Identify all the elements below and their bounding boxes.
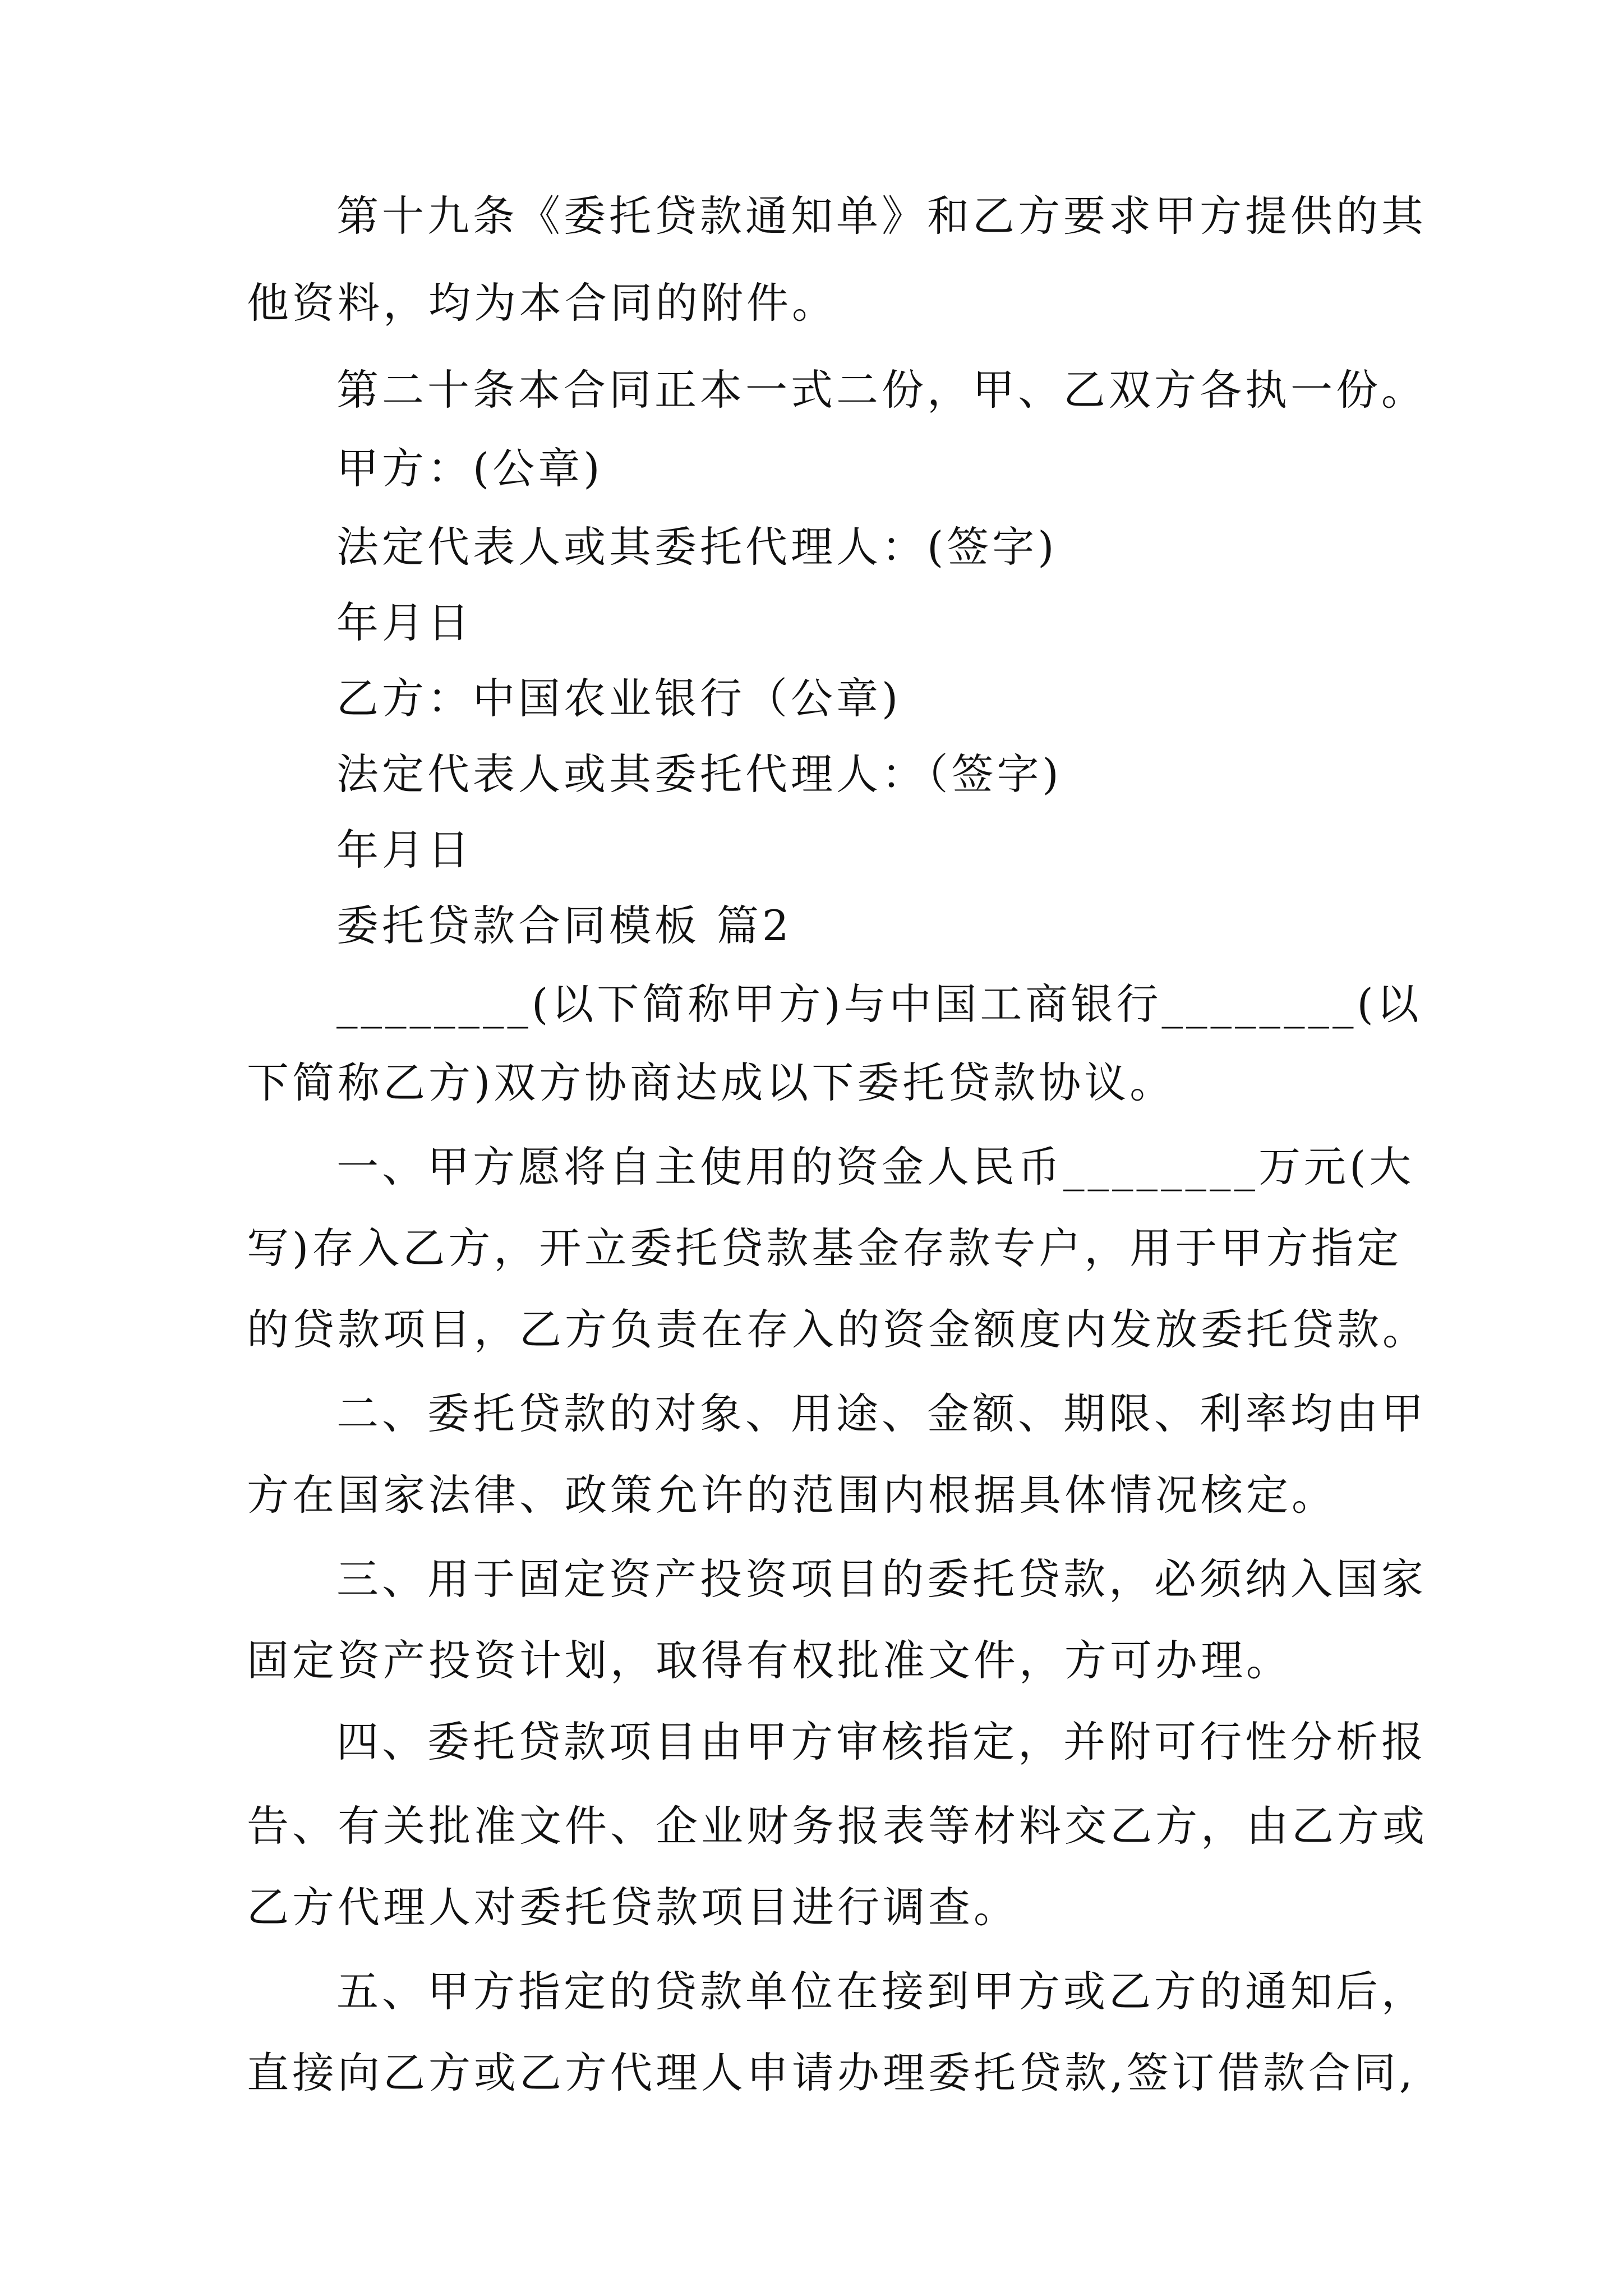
text-line: 固定资产投资计划，取得有权批准文件，方可办理。 xyxy=(247,1636,1292,1685)
text-line: 第二十条本合同正本一式二份，甲、乙双方各执一份。 xyxy=(336,365,1427,415)
text-line: 四、委托贷款项目由甲方审核指定，并附可行性分析报 xyxy=(336,1717,1427,1766)
text-line: 法定代表人或其委托代理人：（签字) xyxy=(336,749,1062,799)
text-line: 方在国家法律、政策允许的范围内根据具体情况核定。 xyxy=(247,1470,1338,1520)
text-line: ________(以下简称甲方)与中国工商银行________(以 xyxy=(336,979,1422,1029)
text-line: 下简称乙方)双方协商达成以下委托贷款协议。 xyxy=(247,1058,1175,1107)
text-line: 二、委托贷款的对象、用途、金额、期限、利率均由甲 xyxy=(336,1389,1427,1438)
text-line: 法定代表人或其委托代理人：(签字) xyxy=(336,522,1058,572)
text-line: 年月日 xyxy=(336,598,473,647)
text-line: 他资料，均为本合同的附件。 xyxy=(247,278,838,328)
text-line: 三、用于固定资产投资项目的委托贷款，必须纳入国家 xyxy=(336,1554,1427,1604)
text-line: 五、甲方指定的贷款单位在接到甲方或乙方的通知后， xyxy=(336,1967,1427,2016)
text-line: 甲方：(公章) xyxy=(336,444,603,493)
text-line: 写)存入乙方，开立委托贷款基金存款专户，用于甲方指定 xyxy=(247,1223,1403,1273)
text-line: 直接向乙方或乙方代理人申请办理委托贷款,签订借款合同, xyxy=(247,2048,1416,2097)
text-line: 年月日 xyxy=(336,825,473,875)
text-line: 一、甲方愿将自主使用的资金人民币________万元(大 xyxy=(336,1142,1415,1191)
text-line: 乙方代理人对委托贷款项目进行调查。 xyxy=(247,1883,1020,1932)
section-heading: 委托贷款合同模板 篇2 xyxy=(336,901,792,950)
text-line: 乙方：中国农业银行（公章) xyxy=(336,674,902,723)
text-line: 第十九条《委托贷款通知单》和乙方要求甲方提供的其 xyxy=(336,191,1427,241)
text-line: 的贷款项目，乙方负责在存入的资金额度内发放委托贷款。 xyxy=(247,1305,1428,1354)
text-line: 告、有关批准文件、企业财务报表等材料交乙方，由乙方或 xyxy=(247,1801,1428,1851)
